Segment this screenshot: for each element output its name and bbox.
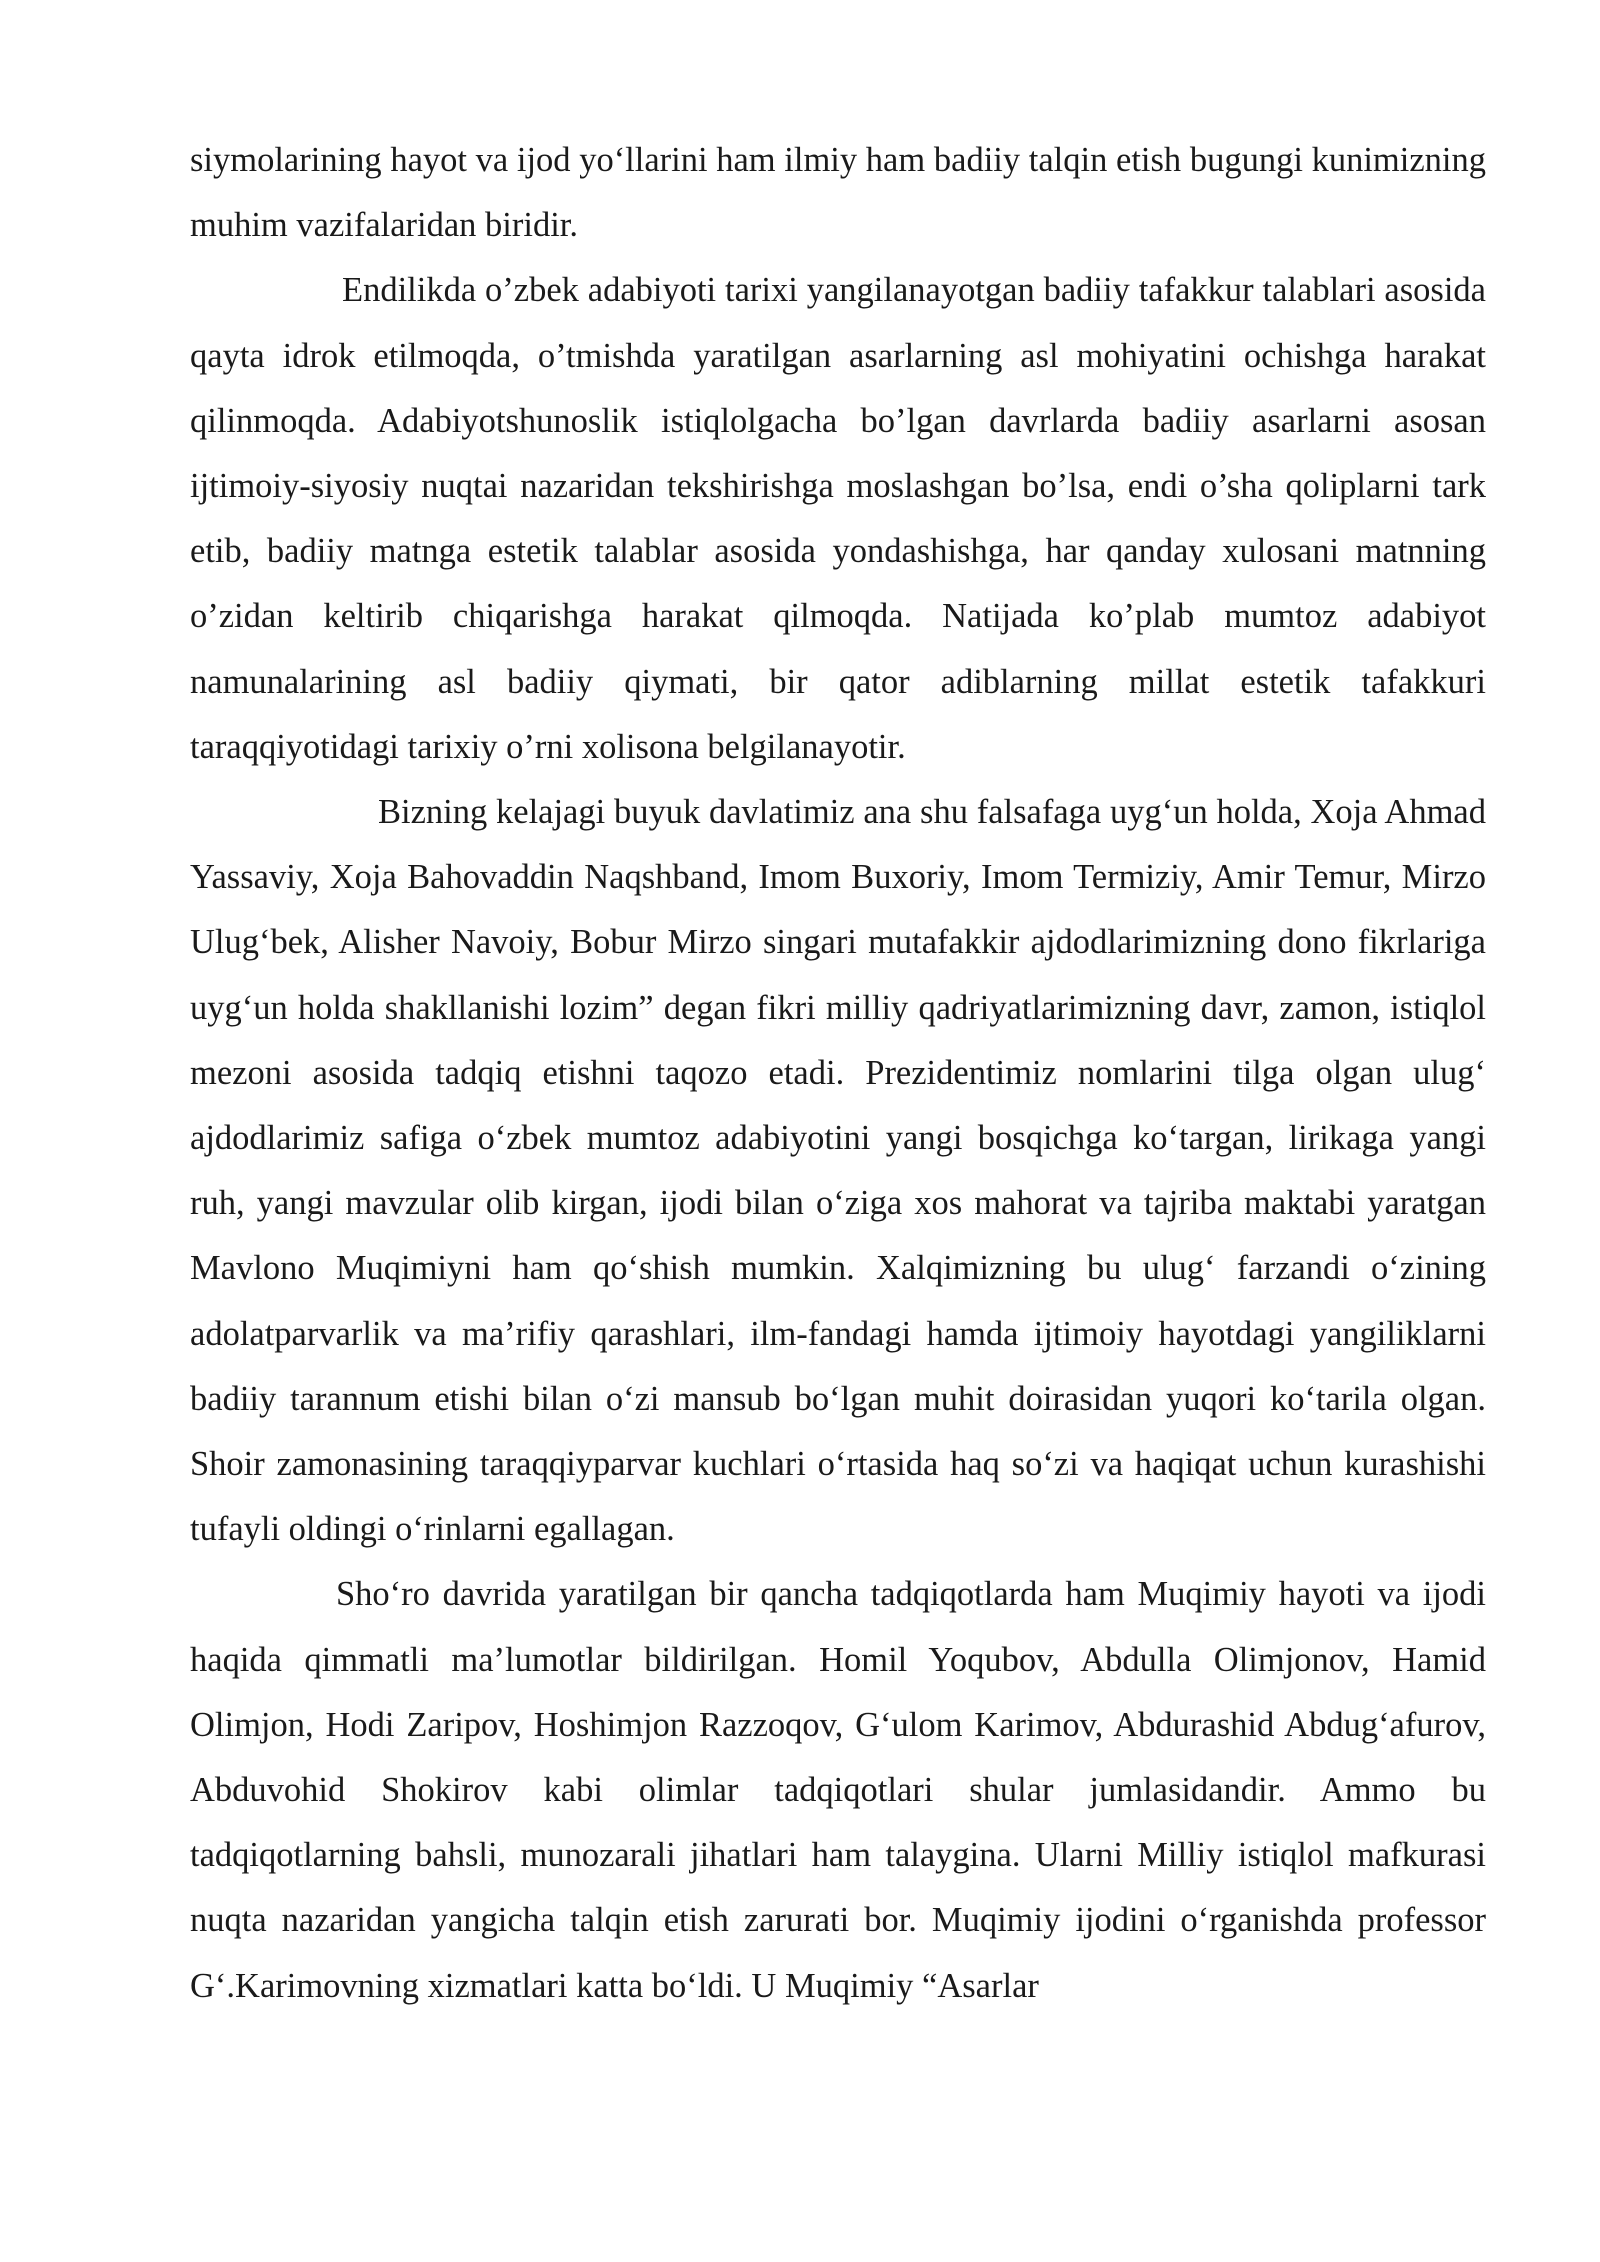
document-page bbox=[190, 128, 1486, 2019]
paragraph-3: Bizning kelajagi buyuk davlatimiz ana shu falsafaga uyg‘un holda, Xoja Ahmad Yassaviy, Xoja Bahovaddin Naqshband, Imom Buxoriy, Imom Termiziy, Amir Temur, Mirzo Ulug‘bek, Alisher Navoiy, Bobur Mirzo singari mutafakkir ajdodlarimizning dono fikrlariga uyg‘un holda shakllanishi lozim” degan fikri milliy qadriyatlarimizning davr, zamon, istiqlol mezoni asosida tadqiq etishni taqozo etadi. Prezidentimiz nomlarini tilga olgan ulug‘ ajdodlarimiz safiga o‘zbek mumtoz adabiyotini yangi bosqichga ko‘targan, lirikaga yangi ruh, yangi mavzular olib kirgan, ijodi bilan o‘ziga xos mahorat va tajriba maktabi yaratgan Mavlono Muqimiyni ham qo‘shish mumkin. Xalqimizning bu ulug‘ farzandi o‘zining adolatparvarlik va ma’rifiy qarashlari, ilm-fandagi hamda ijtimoiy hayotdagi yangiliklarni badiiy tarannum etishi bilan o‘zi mansub bo‘lgan muhit doirasidan yuqori ko‘tarila olgan. Shoir zamonasining taraqqiyparvar kuchlari o‘rtasida haq so‘zi va haqiqat uchun kurashishi tufayli oldingi o‘rinlarni egallagan. bbox=[190, 793, 1486, 1549]
paragraph-1: siymolarining hayot va ijod yo‘llarini ham ilmiy ham badiiy talqin etish bugungi kunimizning muhim vazifalaridan biridir. bbox=[190, 141, 1486, 245]
paragraph-4: Sho‘ro davrida yaratilgan bir qancha tadqiqotlarda ham Muqimiy hayoti va ijodi haqida qimmatli ma’lumotlar bildirilgan. Homil Yoqubov, Abdulla Olimjonov, Hamid Olimjon, Hodi Zaripov, Hoshimjon Razzoqov, G‘ulom Karimov, Abdurashid Abdug‘afurov, Abduvohid Shokirov kabi olimlar tadqiqotlari shular jumlasidandir. Ammo bu tadqiqotlarning bahsli, munozarali jihatlari ham talaygina. Ularni Milliy istiqlol mafkurasi nuqta nazaridan yangicha talqin etish zarurati bor. Muqimiy ijodini o‘rganishda professor G‘.Karimovning xizmatlari katta bo‘ldi. U Muqimiy “Asarlar bbox=[190, 1575, 1486, 2005]
paragraph-2: Endilikda o’zbek adabiyoti tarixi yangilanayotgan badiiy tafakkur talablari asosida qayta idrok etilmoqda, o’tmishda yaratilgan asarlarning asl mohiyatini ochishga harakat qilinmoqda. Adabiyotshunoslik istiqlolgacha bo’lgan davrlarda badiiy asarlarni asosan ijtimoiy-siyosiy nuqtai nazaridan tekshirishga moslashgan bo’lsa, endi o’sha qoliplarni tark etib, badiiy matnga estetik talablar asosida yondashishga, har qanday xulosani matnning o’zidan keltirib chiqarishga harakat qilmoqda. Natijada ko’plab mumtoz adabiyot namunalarining asl badiiy qiymati, bir qator adiblarning millat estetik tafakkuri taraqqiyotidagi tarixiy o’rni xolisona belgilanayotir. bbox=[190, 271, 1486, 766]
